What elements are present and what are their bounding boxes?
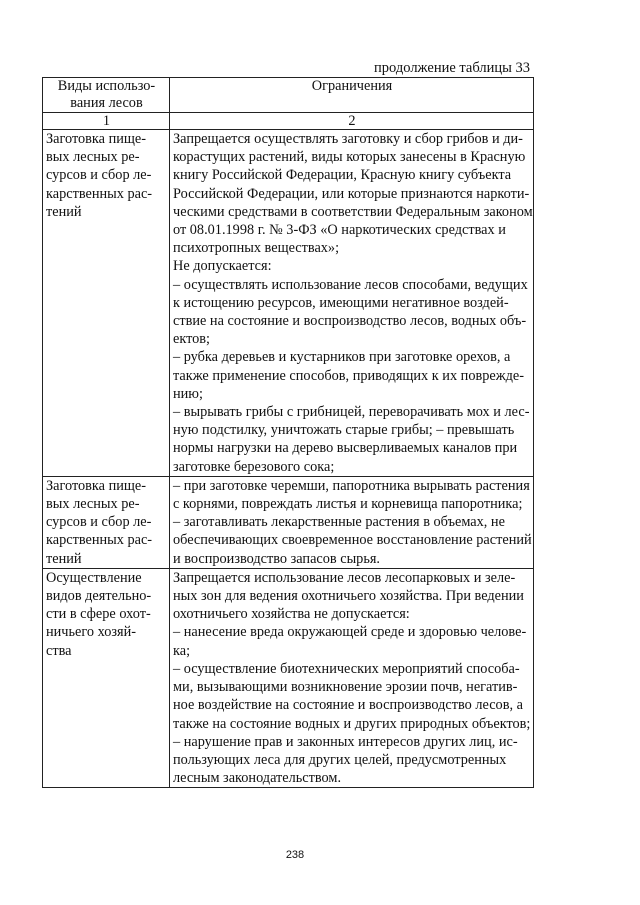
page-number: 238: [285, 849, 305, 861]
cell-line: ства: [46, 642, 72, 659]
cell-line: – при заготовке черемши, папоротника вырывать растения: [173, 477, 530, 494]
cell-line: карственных рас-: [46, 532, 153, 549]
header-line: вания лесов: [70, 95, 143, 111]
cell-line: тений: [46, 550, 82, 567]
cell-line: Российской Федерации, или которые признаются наркоти-: [173, 185, 530, 202]
forest-use-type-cell: [43, 476, 170, 568]
cell-line: ное воздействие на состояние и воспроизводство лесов, а: [173, 697, 523, 714]
cell-line: – вырывать грибы с грибницей, переворачивать мох и лес-: [173, 404, 530, 421]
cell-line: – заготавливать лекарственные растения в объемах, не: [173, 514, 505, 531]
cell-line: нормы нагрузки на дерево высверливаемых каналов при: [173, 440, 518, 457]
cell-line: вых лесных ре-: [46, 149, 140, 166]
table-row: [43, 130, 534, 477]
restrictions-cell: [170, 476, 534, 568]
cell-line: ка;: [173, 642, 191, 659]
cell-line: – нанесение вреда окружающей среде и здоровью челове-: [173, 624, 527, 641]
cell-line: Запрещается осуществлять заготовку и сбор грибов и ди-: [173, 131, 523, 147]
cell-line: карственных рас-: [46, 185, 153, 202]
table-row: [43, 476, 534, 568]
forest-use-type-cell: [43, 568, 170, 787]
table-header-row: [43, 78, 534, 113]
cell-line: нию;: [173, 385, 203, 402]
column-header-forest-use-types: [43, 78, 170, 113]
cell-line: книгу Российской Федерации, Красную книгу субъекта: [173, 167, 512, 184]
cell-line: видов деятельно-: [46, 588, 152, 605]
cell-line: Заготовка пище-: [46, 477, 147, 494]
cell-line: Заготовка пище-: [46, 131, 147, 147]
cell-line: с корнями, повреждать листья и корневища папоротника;: [173, 496, 523, 513]
cell-line: от 08.01.1998 г. № 3-ФЗ «О наркотических средствах и: [173, 222, 506, 239]
column-number-1: 1: [43, 113, 170, 130]
restrictions-cell: [170, 568, 534, 787]
cell-line: сурсов и сбор ле-: [46, 514, 152, 531]
cell-line: лесным законодательством.: [173, 770, 342, 787]
cell-line: корастущих растений, виды которых занесены в Красную: [173, 149, 526, 166]
cell-line: также применение способов, приводящих к их поврежде-: [173, 367, 524, 384]
cell-line: обеспечивающих своевременное восстановление растений: [173, 532, 532, 549]
cell-line: – осуществлять использование лесов способами, ведущих: [173, 276, 528, 293]
cell-line: – нарушение прав и законных интересов других лиц, ис-: [173, 733, 518, 750]
cell-line: ектов;: [173, 331, 211, 348]
forest-use-restrictions-table: [42, 77, 534, 788]
cell-line: заготовке березового сока;: [173, 458, 335, 475]
cell-line: психотропных веществах»;: [173, 240, 340, 257]
cell-line: – рубка деревьев и кустарников при заготовке орехов, а: [173, 349, 511, 366]
cell-line: – осуществление биотехнических мероприятий способа-: [173, 660, 520, 677]
forest-use-type-cell: [43, 130, 170, 477]
cell-line: ми, вызывающими возникновение эрозии почв, негатив-: [173, 679, 518, 696]
cell-line: ных зон для ведения охотничьего хозяйства. При ведении: [173, 588, 524, 605]
cell-line: ничьего хозяй-: [46, 624, 136, 641]
cell-line: и воспроизводство запасов сырья.: [173, 550, 380, 567]
cell-line: Осуществление: [46, 569, 142, 586]
column-number-2: 2: [170, 113, 534, 130]
cell-line: Запрещается использование лесов лесопарковых и зеле-: [173, 569, 516, 586]
cell-line: ческими средствами в соответствии Федеральным законом: [173, 203, 533, 220]
column-number-row: [43, 113, 534, 130]
cell-line: Не допускается:: [173, 258, 272, 275]
cell-line: тений: [46, 203, 82, 220]
cell-line: ную подстилку, уничтожать старые грибы; – превышать: [173, 422, 515, 439]
cell-line: также на состояние водных и других природных объектов;: [173, 715, 531, 732]
cell-line: вых лесных ре-: [46, 496, 140, 513]
cell-line: охотничьего хозяйства не допускается:: [173, 606, 410, 623]
restrictions-cell: [170, 130, 534, 477]
cell-line: ствие на состояние и воспроизводство лесов, водных объ-: [173, 313, 527, 330]
cell-line: сурсов и сбор ле-: [46, 167, 152, 184]
table-row: [43, 568, 534, 787]
cell-line: сти в сфере охот-: [46, 606, 151, 623]
table-continuation-caption: продолжение таблицы 33: [374, 60, 530, 76]
column-header-restrictions: Ограничения: [170, 78, 534, 113]
cell-line: пользующих леса для других целей, предусмотренных: [173, 751, 507, 768]
cell-line: к истощению ресурсов, имеющими негативное воздей-: [173, 294, 509, 311]
header-line: Виды использо-: [57, 78, 156, 94]
